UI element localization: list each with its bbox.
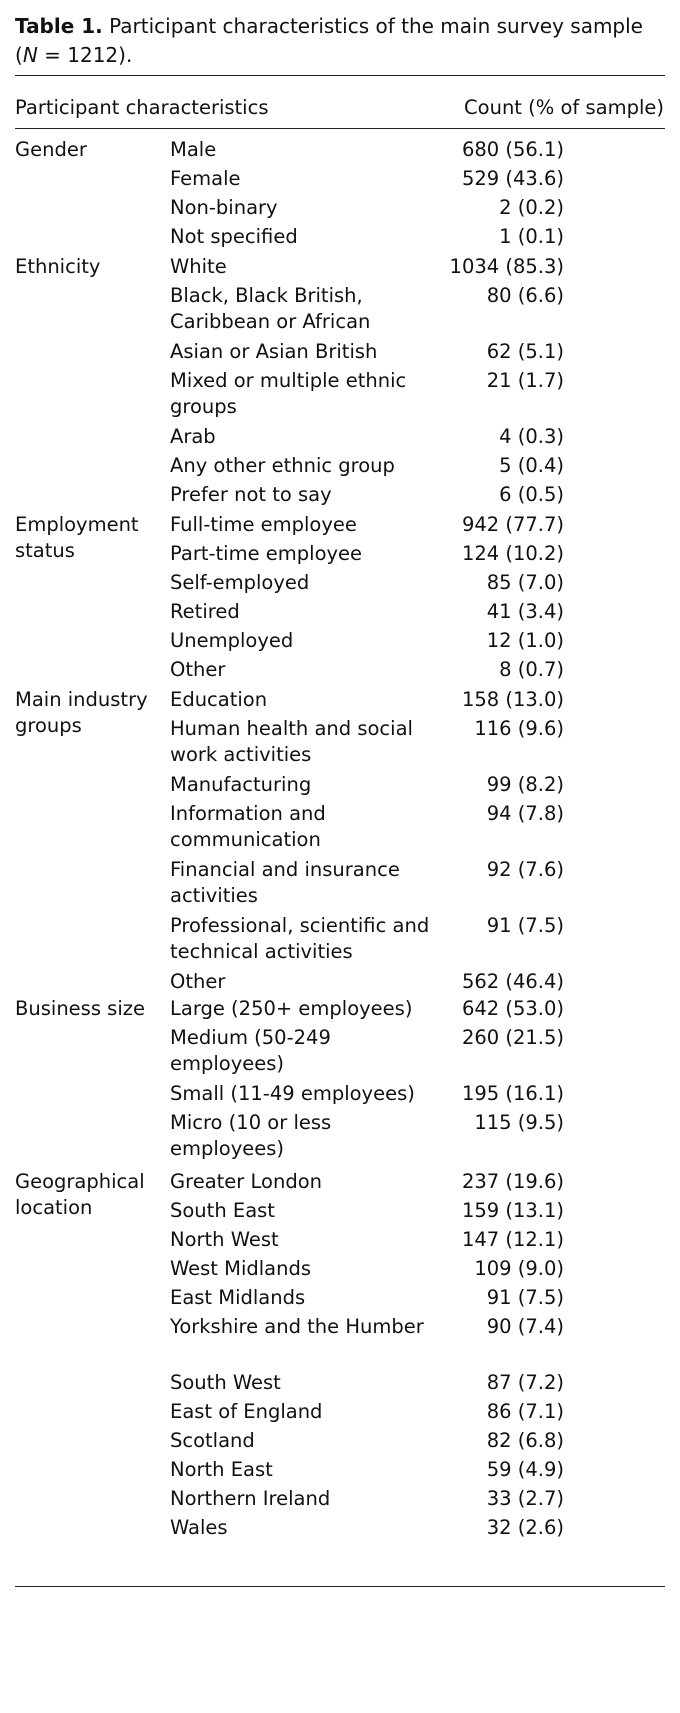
row-count: 90 (7.4) (486, 1315, 564, 1338)
row-count: 2 (0.2) (499, 196, 564, 219)
row-count: 94 (7.8) (486, 802, 564, 825)
row-item: Unemployed (170, 629, 294, 652)
row-item: Full-time employee (170, 513, 357, 536)
row-count: 85 (7.0) (486, 571, 564, 594)
row-count: 159 (13.1) (461, 1199, 564, 1222)
row-count: 942 (77.7) (461, 513, 564, 536)
row-count: 642 (53.0) (461, 997, 564, 1020)
row-count: 87 (7.2) (486, 1371, 564, 1394)
row-item: South East (170, 1199, 275, 1222)
row-item: North West (170, 1228, 279, 1251)
row-item: Wales (170, 1516, 228, 1539)
row-count: 86 (7.1) (486, 1400, 564, 1423)
row-count: 92 (7.6) (486, 858, 564, 881)
row-count: 21 (1.7) (486, 369, 564, 392)
row-item: Other (170, 970, 226, 993)
caption-n-symbol: N (22, 43, 38, 67)
row-item: Non-binary (170, 196, 278, 219)
row-item: Part-time employee (170, 542, 363, 565)
row-count: 59 (4.9) (486, 1458, 564, 1481)
row-item: Financial and insurance activities (170, 858, 400, 907)
row-count: 158 (13.0) (461, 688, 564, 711)
row-item: Mixed or multiple ethnic groups (170, 369, 407, 418)
row-item: Yorkshire and the Humber (170, 1315, 424, 1338)
row-count: 91 (7.5) (486, 914, 564, 937)
row-item: Micro (10 or less employees) (170, 1111, 332, 1160)
row-count: 1 (0.1) (499, 225, 564, 248)
row-count: 115 (9.5) (474, 1111, 564, 1134)
row-item: West Midlands (170, 1257, 312, 1280)
row-count: 529 (43.6) (461, 167, 564, 190)
group-label: Employment status (15, 513, 139, 562)
row-item: Black, Black British, Caribbean or African (170, 284, 371, 333)
group-label: Business size (15, 997, 145, 1020)
row-item: Education (170, 688, 268, 711)
row-count: 195 (16.1) (461, 1082, 564, 1105)
row-count: 62 (5.1) (486, 340, 564, 363)
row-item: Information and communication (170, 802, 326, 851)
row-count: 124 (10.2) (461, 542, 564, 565)
group-label: Geographical location (15, 1170, 145, 1219)
row-item: White (170, 255, 227, 278)
column-header-characteristics: Participant characteristics (15, 96, 269, 119)
row-count: 33 (2.7) (486, 1487, 564, 1510)
row-item: Professional, scientific and technical activities (170, 914, 430, 963)
row-count: 562 (46.4) (461, 970, 564, 993)
row-item: Retired (170, 600, 240, 623)
row-item: Medium (50-249 employees) (170, 1026, 331, 1075)
row-item: South West (170, 1371, 281, 1394)
table-caption (15, 12, 665, 70)
group-label: Gender (15, 138, 87, 161)
row-item: Northern Ireland (170, 1487, 331, 1510)
row-item: Small (11-49 employees) (170, 1082, 415, 1105)
row-item: Manufacturing (170, 773, 312, 796)
row-count: 109 (9.0) (474, 1257, 564, 1280)
row-count: 4 (0.3) (499, 425, 564, 448)
row-count: 680 (56.1) (461, 138, 564, 161)
bottom-rule (15, 1586, 665, 1587)
row-count: 6 (0.5) (499, 483, 564, 506)
row-item: Other (170, 658, 226, 681)
caption-text: Participant characteristics of the main survey sample ( (15, 14, 643, 67)
row-count: 12 (1.0) (486, 629, 564, 652)
row-item: Female (170, 167, 241, 190)
group-label: Ethnicity (15, 255, 101, 278)
row-item: Arab (170, 425, 216, 448)
row-item: Scotland (170, 1429, 255, 1452)
column-header-count: Count (% of sample) (464, 96, 664, 119)
table-label: Table 1. (15, 14, 103, 38)
row-count: 91 (7.5) (486, 1286, 564, 1309)
top-rule (15, 75, 665, 76)
row-item: North East (170, 1458, 273, 1481)
row-count: 8 (0.7) (499, 658, 564, 681)
row-item: Prefer not to say (170, 483, 332, 506)
row-item: Not specified (170, 225, 298, 248)
caption-n-value: = 1212). (37, 43, 133, 67)
row-count: 32 (2.6) (486, 1516, 564, 1539)
row-count: 147 (12.1) (461, 1228, 564, 1251)
row-count: 41 (3.4) (486, 600, 564, 623)
row-count: 99 (8.2) (486, 773, 564, 796)
row-count: 260 (21.5) (461, 1026, 564, 1049)
row-item: Asian or Asian British (170, 340, 378, 363)
group-label: Main industry groups (15, 688, 148, 737)
row-count: 1034 (85.3) (449, 255, 564, 278)
row-item: Human health and social work activities (170, 717, 413, 766)
header-rule (15, 128, 665, 129)
row-count: 80 (6.6) (486, 284, 564, 307)
row-item: Large (250+ employees) (170, 997, 413, 1020)
row-count: 5 (0.4) (499, 454, 564, 477)
row-item: Greater London (170, 1170, 322, 1193)
row-item: Self-employed (170, 571, 310, 594)
row-item: East Midlands (170, 1286, 306, 1309)
row-count: 237 (19.6) (461, 1170, 564, 1193)
row-count: 116 (9.6) (474, 717, 564, 740)
row-item: Male (170, 138, 217, 161)
row-item: Any other ethnic group (170, 454, 395, 477)
row-item: East of England (170, 1400, 323, 1423)
row-count: 82 (6.8) (486, 1429, 564, 1452)
